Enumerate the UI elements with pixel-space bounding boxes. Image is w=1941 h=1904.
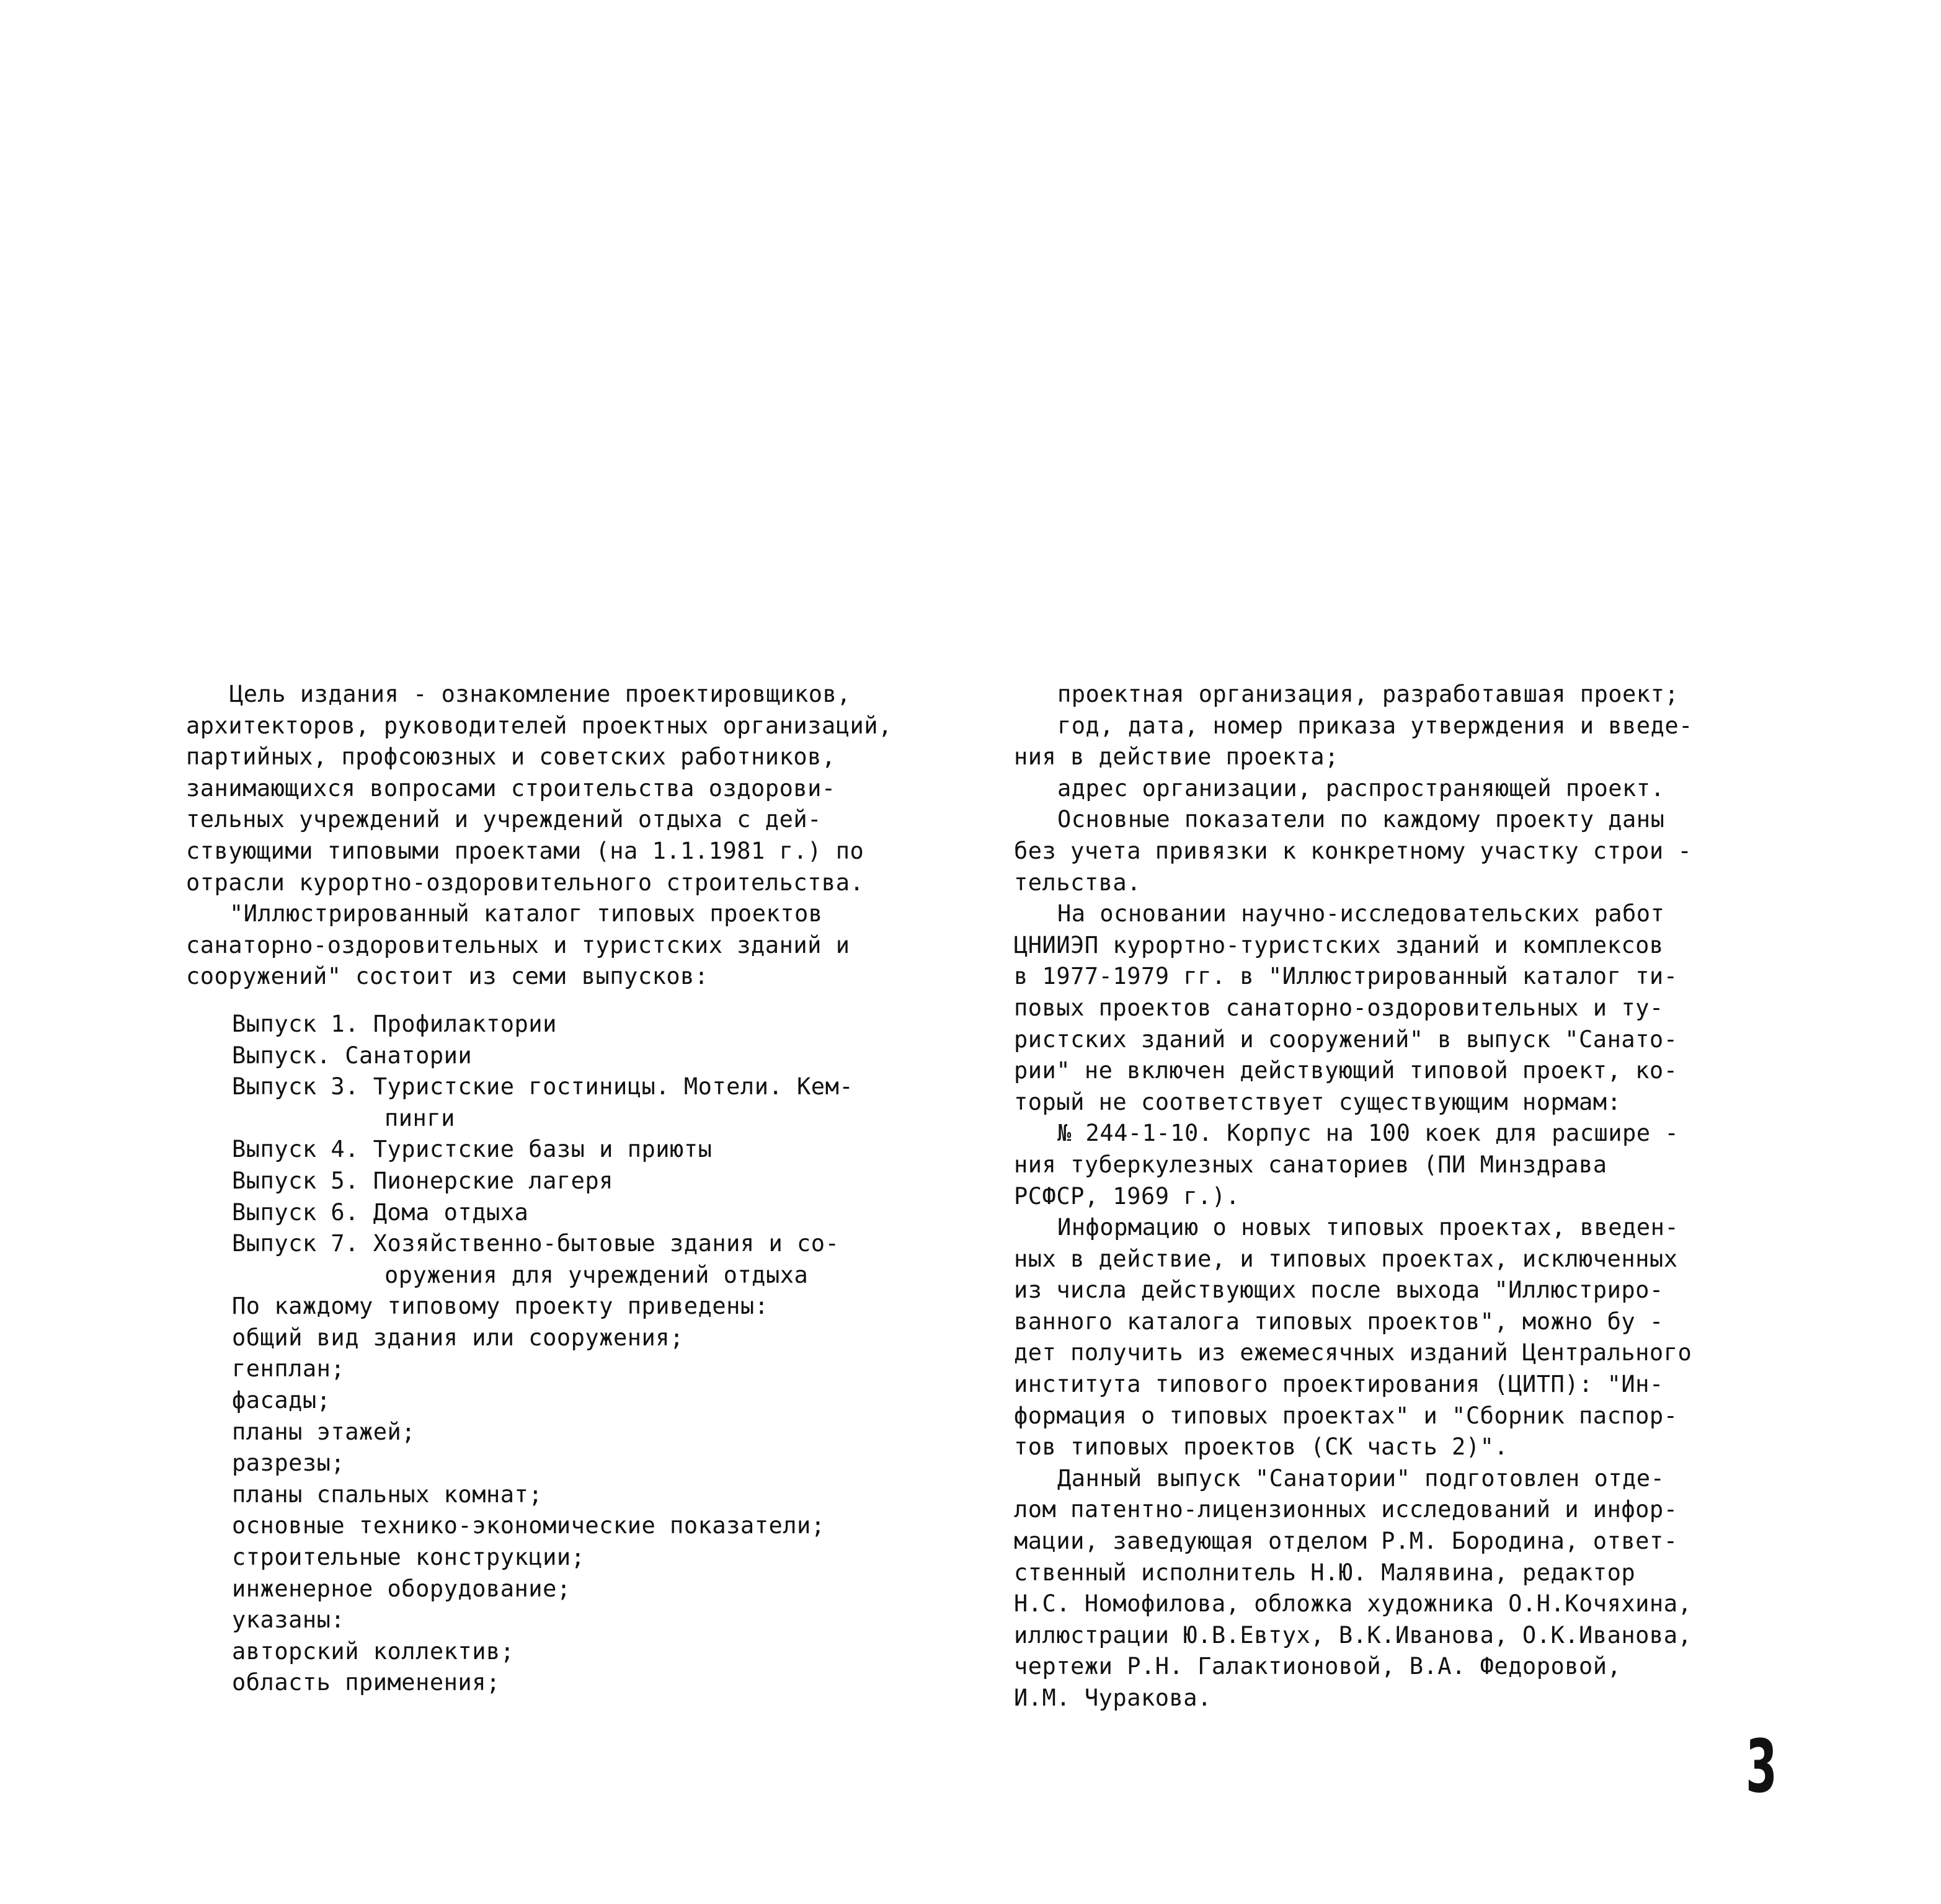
text-line: тов типовых проектов (СК часть 2)". <box>1014 1433 1509 1461</box>
list-item: Выпуск 3. Туристские гостиницы. Мотели. Кем- <box>232 1073 854 1100</box>
text-line: дет получить из ежемесячных изданий Центрального <box>1014 1339 1692 1366</box>
text-line: торый не соответствует существующим нормам: <box>1014 1088 1622 1115</box>
contents-list <box>186 1291 912 1699</box>
text-line: института типового проектирования (ЦИТП): "Ин- <box>1014 1371 1664 1398</box>
list-item: генплан; <box>232 1355 345 1383</box>
text-line: ристских зданий и сооружений" в выпуск "Санато- <box>1014 1025 1678 1053</box>
text-line: Информацию о новых типовых проектах, введен- <box>1057 1214 1679 1241</box>
page-number: 3 <box>1746 1724 1777 1809</box>
indicators-paragraph <box>1014 804 1739 898</box>
list-item: фасады; <box>232 1387 331 1414</box>
list-item: основные технико-экономические показатели; <box>232 1512 825 1539</box>
text-line: ЦНИИЭП курортно-туристских зданий и комплексов <box>1014 931 1664 959</box>
list-item: По каждому типовому проекту приведены: <box>232 1293 769 1320</box>
text-line: ственный исполнитель Н.Ю. Малявина, редактор <box>1014 1559 1636 1586</box>
text-line: рии" не включен действующий типовой проект, ко- <box>1014 1057 1678 1084</box>
list-item: указаны: <box>232 1606 345 1634</box>
text-line: И.М. Чуракова. <box>1014 1685 1212 1711</box>
text-line: в 1977-1979 гг. в "Иллюстрированный каталог ти- <box>1014 963 1678 990</box>
text-line: без учета привязки к конкретному участку строи - <box>1014 837 1692 864</box>
list-item: Выпуск 5. Пионерские лагеря <box>232 1167 613 1194</box>
text-line: ванного каталога типовых проектов", можно бу - <box>1014 1308 1664 1335</box>
text-line: партийных, профсоюзных и советских работников, <box>186 743 836 771</box>
list-item: пинги <box>384 1104 455 1131</box>
text-line: тельства. <box>1014 869 1141 896</box>
text-line: ния туберкулезных санаториев (ПИ Минздрава <box>1014 1151 1607 1178</box>
research-paragraph <box>1014 898 1739 1118</box>
list-item: оружения для учреждений отдыха <box>384 1261 809 1288</box>
text-line: Данный выпуск "Санатории" подготовлен отде- <box>1057 1464 1665 1492</box>
left-column <box>186 679 912 1699</box>
text-line: тельных учреждений и учреждений отдыха с дей- <box>186 806 822 833</box>
list-item: адрес организации, распространяющей проект. <box>1057 774 1665 802</box>
text-line: Н.С. Номофилова, обложка художника О.Н.Кочяхина, <box>1014 1590 1692 1618</box>
text-line: иллюстрации Ю.В.Евтух, В.К.Иванова, О.К.Иванова, <box>1014 1621 1692 1649</box>
list-item: Выпуск. Санатории <box>232 1042 473 1069</box>
text-line: сооружений" состоит из семи выпусков: <box>186 963 709 990</box>
list-item: Выпуск 7. Хозяйственно-бытовые здания и со- <box>232 1230 840 1257</box>
right-column <box>1014 679 1739 1714</box>
catalog-paragraph <box>186 898 912 993</box>
list-item: разрезы; <box>232 1450 345 1477</box>
list-item: планы спальных комнат; <box>232 1481 543 1508</box>
text-line: На основании научно-исследовательских работ <box>1057 900 1665 928</box>
text-line: лом патентно-лицензионных исследований и инфор- <box>1014 1496 1678 1523</box>
text-line: Основные показатели по каждому проекту даны <box>1057 806 1665 833</box>
text-line: санаторно-оздоровительных и туристских зданий и <box>186 931 850 959</box>
text-line: ствующими типовыми проектами (на 1.1.1981 г.) по <box>186 837 864 864</box>
list-item: Выпуск 1. Профилактории <box>232 1010 557 1037</box>
spacer <box>186 993 912 1009</box>
text-line: чертежи Р.Н. Галактионовой, В.А. Федоровой, <box>1014 1653 1622 1680</box>
text-line: ных в действие, и типовых проектах, исключенных <box>1014 1245 1678 1272</box>
text-line: архитекторов, руководителей проектных организаций, <box>186 712 892 739</box>
text-line: повых проектов санаторно-оздоровительных и ту- <box>1014 994 1664 1021</box>
list-item: область применения; <box>232 1669 500 1696</box>
text-line: Цель издания - ознакомление проектировщиков, <box>229 681 851 707</box>
list-item: ния в действие проекта; <box>1014 743 1339 771</box>
text-line: отрасли курортно-оздоровительного строительства. <box>186 869 864 896</box>
text-line: "Иллюстрированный каталог типовых проектов <box>229 900 823 928</box>
list-item: планы этажей; <box>232 1418 416 1445</box>
text-line: № 244-1-10. Корпус на 100 коек для расшире - <box>1057 1120 1679 1147</box>
text-line: формация о типовых проектах" и "Сборник паспор- <box>1014 1402 1678 1429</box>
credits-paragraph <box>1014 1463 1739 1714</box>
excluded-project-paragraph <box>1014 1118 1739 1212</box>
issues-list <box>186 1009 912 1291</box>
information-paragraph <box>1014 1212 1739 1463</box>
text-line: РСФСР, 1969 г.). <box>1014 1182 1240 1210</box>
list-item: строительные конструкции; <box>232 1544 585 1571</box>
text-line: из числа действующих после выхода "Иллюстриро- <box>1014 1277 1664 1304</box>
list-item: проектная организация, разработавшая проект; <box>1057 681 1679 707</box>
list-item: Выпуск 4. Туристские базы и приюты <box>232 1136 713 1163</box>
text-line: мации, заведующая отделом Р.М. Бородина, ответ- <box>1014 1528 1678 1555</box>
text-line: занимающихся вопросами строительства оздорови- <box>186 774 836 802</box>
list-item: год, дата, номер приказа утверждения и введе- <box>1057 712 1693 739</box>
list-item: авторский коллектив; <box>232 1637 515 1665</box>
list-item: инженерное оборудование; <box>232 1575 571 1602</box>
list-item: Выпуск 6. Дома отдыха <box>232 1198 529 1226</box>
list-item: общий вид здания или сооружения; <box>232 1324 684 1351</box>
list-continuation <box>1014 679 1739 804</box>
intro-paragraph <box>186 679 912 898</box>
